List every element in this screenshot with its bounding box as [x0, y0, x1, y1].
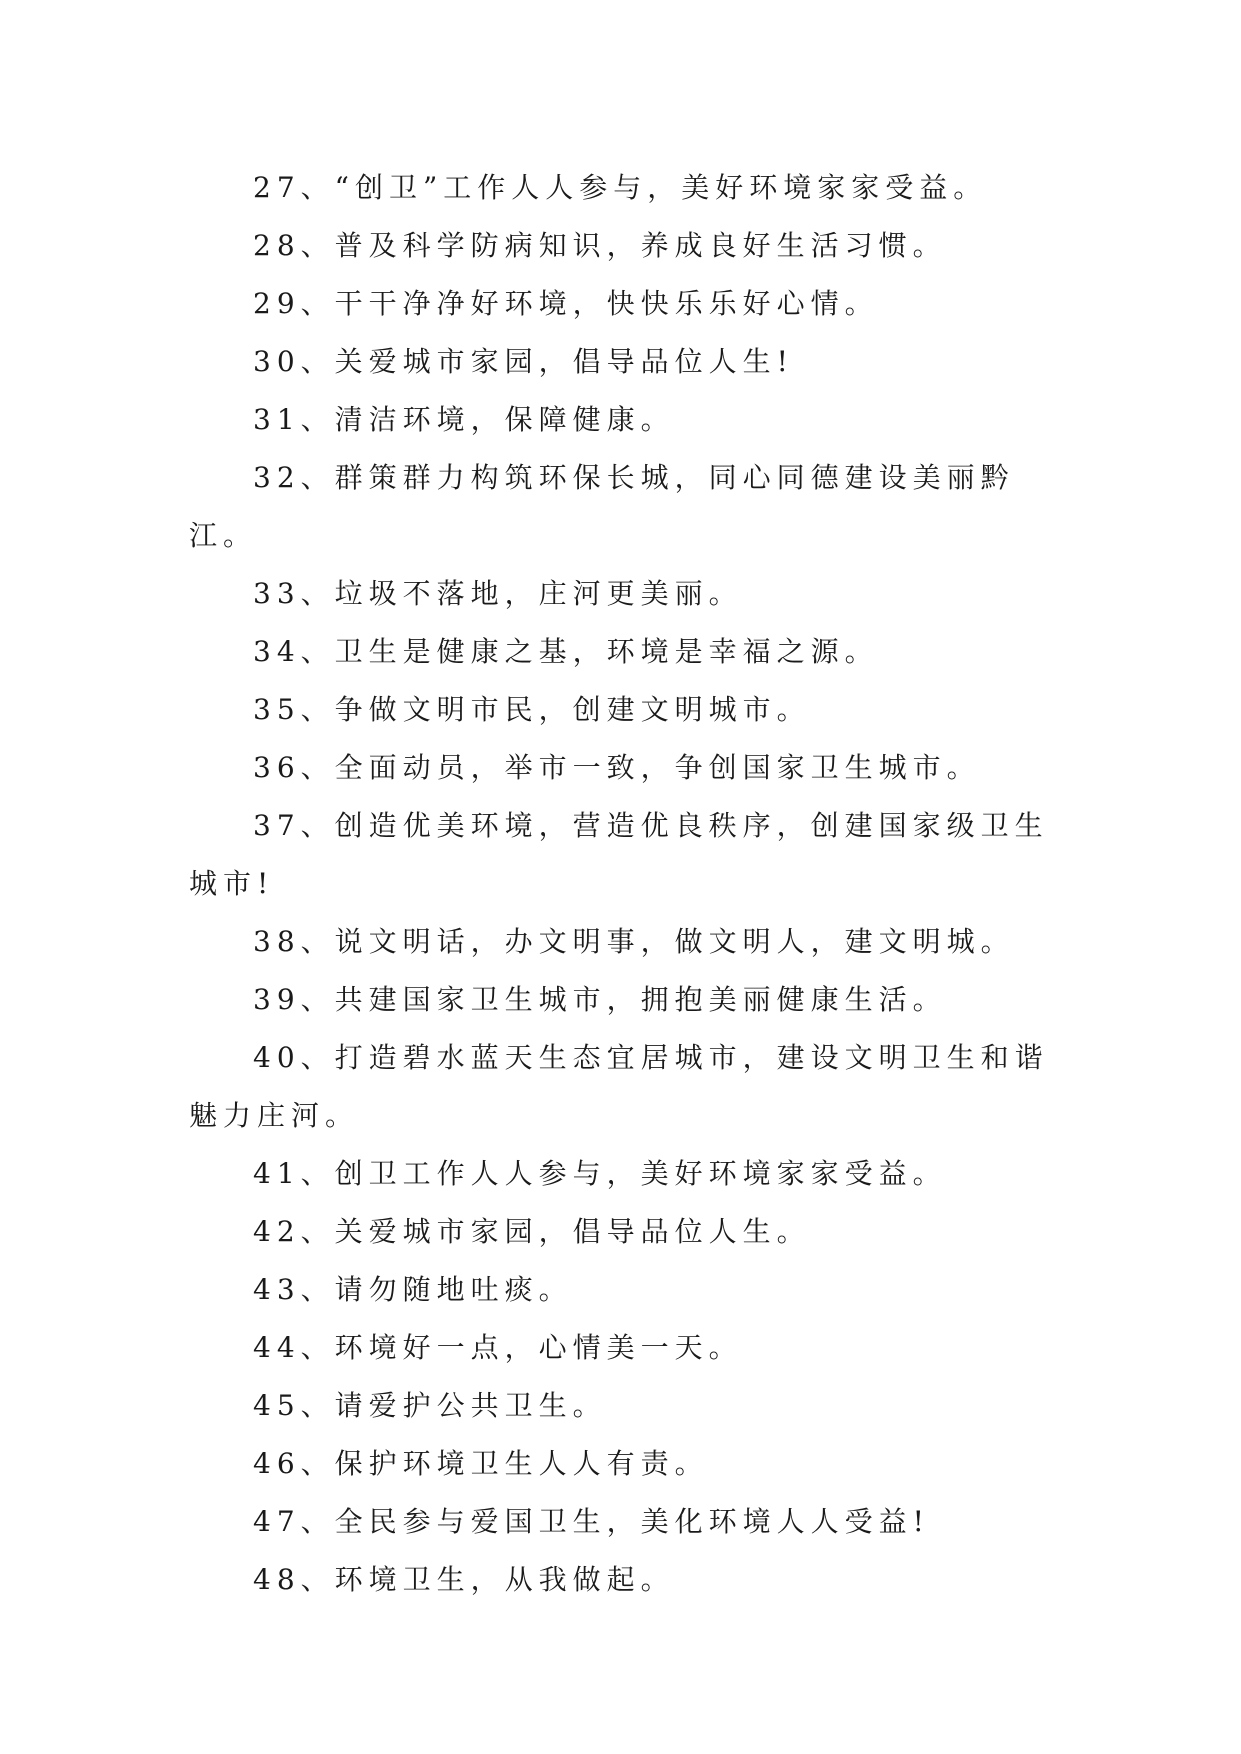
slogan-item: 32、群策群力构筑环保长城，同心同德建设美丽黔江。 — [189, 461, 1015, 552]
slogan-item: 38、说文明话，办文明事，做文明人，建文明城。 — [253, 925, 1015, 958]
slogan-item: 27、“创卫”工作人人参与，美好环境家家受益。 — [253, 171, 988, 204]
slogan-item: 35、争做文明市民，创建文明城市。 — [253, 693, 811, 726]
slogan-item: 34、卫生是健康之基，环境是幸福之源。 — [253, 635, 879, 668]
slogan-item: 47、全民参与爱国卫生，美化环境人人受益! — [253, 1505, 930, 1538]
slogan-item: 43、请勿随地吐痰。 — [253, 1273, 573, 1306]
slogan-item: 30、关爱城市家园，倡导品位人生! — [253, 345, 794, 378]
slogan-item: 44、环境好一点，心情美一天。 — [253, 1331, 743, 1364]
slogan-item: 37、创造优美环境，营造优良秩序，创建国家级卫生城市! — [189, 809, 1049, 900]
slogan-list — [189, 159, 1069, 1609]
slogan-item: 45、请爱护公共卫生。 — [253, 1389, 607, 1422]
slogan-item: 41、创卫工作人人参与，美好环境家家受益。 — [253, 1157, 947, 1190]
slogan-item: 40、打造碧水蓝天生态宜居城市，建设文明卫生和谐魅力庄河。 — [189, 1041, 1049, 1132]
slogan-item: 39、共建国家卫生城市，拥抱美丽健康生活。 — [253, 983, 947, 1016]
slogan-item: 48、环境卫生，从我做起。 — [253, 1563, 675, 1596]
slogan-item: 46、保护环境卫生人人有责。 — [253, 1447, 709, 1480]
slogan-item: 28、普及科学防病知识，养成良好生活习惯。 — [253, 229, 947, 262]
slogan-item: 29、干干净净好环境，快快乐乐好心情。 — [253, 287, 879, 320]
slogan-item: 31、清洁环境，保障健康。 — [253, 403, 675, 436]
slogan-item: 42、关爱城市家园，倡导品位人生。 — [253, 1215, 811, 1248]
slogan-item: 36、全面动员，举市一致，争创国家卫生城市。 — [253, 751, 981, 784]
slogan-item: 33、垃圾不落地，庄河更美丽。 — [253, 577, 743, 610]
